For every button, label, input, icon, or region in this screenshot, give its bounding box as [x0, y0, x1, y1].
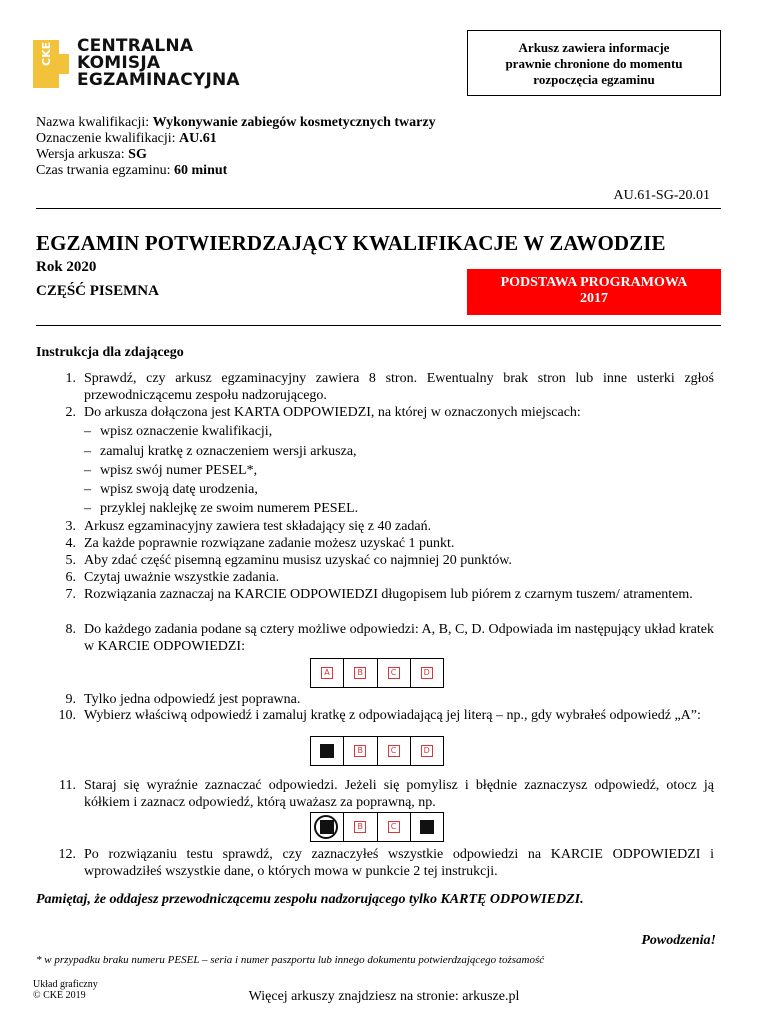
logo-wordmark [77, 38, 240, 89]
item-text: Tylko jedna odpowiedź jest poprawna. [84, 692, 301, 707]
answer-box-b: B [354, 667, 366, 679]
sheet-version-value: SG [128, 147, 147, 162]
logo-line-2: KOMISJA [77, 53, 161, 73]
curriculum-badge-line-1: PODSTAWA PROGRAMOWA [500, 275, 688, 290]
answer-cell-c [378, 659, 411, 687]
qualification-info [36, 115, 436, 179]
layout-credit-line-2: © CKE 2019 [33, 990, 86, 1001]
sub-item-dash: – [84, 482, 91, 497]
qualification-code-value: AU.61 [179, 131, 217, 146]
exam-duration-row [36, 163, 436, 179]
exam-title: EGZAMIN POTWIERDZAJĄCY KWALIFIKACJE W ZAWODZIE [36, 231, 666, 255]
item-number: 7. [65, 587, 76, 602]
qualification-name-label: Nazwa kwalifikacji: [36, 115, 153, 130]
answer-cell-c [378, 737, 411, 765]
answer-cell-b [344, 659, 377, 687]
sub-item [84, 463, 257, 479]
instruction-item [54, 519, 714, 536]
sub-item [84, 424, 272, 440]
answer-cell-d [411, 813, 443, 841]
item-number: 4. [65, 536, 76, 551]
exam-part: CZĘŚĆ PISEMNA [36, 283, 159, 299]
item-text: Arkusz egzaminacyjny zawiera test składający się z 40 zadań. [84, 519, 432, 534]
answer-grid-example-filled [310, 736, 444, 766]
notice-line-2: prawnie chronione do momentu [505, 56, 683, 71]
item-text: Po rozwiązaniu testu sprawdź, czy zaznaczyłeś wszystkie odpowiedzi na KARCIE ODPOWIEDZI i wprowadziłeś wszystkie dane, o których mowa w punkcie 2 tej instrukcji. [84, 847, 714, 879]
instruction-item [54, 847, 714, 880]
answer-box-c: C [388, 667, 400, 679]
layout-credit-line-1: Układ graficzny [33, 979, 98, 990]
item-text: Staraj się wyraźnie zaznaczać odpowiedzi. Jeżeli się pomylisz i błędnie zaznaczysz odpowiedź, otocz ją kółkiem i zaznacz odpowiedź, którą uważasz za poprawną, np. [84, 778, 714, 810]
answer-cell-c [378, 813, 411, 841]
item-number: 2. [65, 405, 76, 420]
qualification-code-label: Oznaczenie kwalifikacji: [36, 131, 180, 146]
item-number: 1. [65, 371, 76, 386]
answer-box-b: B [354, 821, 366, 833]
filled-answer-mark [320, 744, 334, 758]
sub-item-text: zamaluj kratkę z oznaczeniem wersji arkusza, [100, 444, 357, 459]
instructions-heading: Instrukcja dla zdającego [36, 345, 184, 360]
filled-answer-mark [420, 820, 434, 834]
item-number: 10. [58, 708, 76, 723]
curriculum-badge-line-2: 2017 [580, 291, 608, 306]
item-number: 12. [58, 847, 76, 862]
item-text: Sprawdź, czy arkusz egzaminacyjny zawiera 8 stron. Ewentualny brak stron lub inne usterki zgłoś przewodniczącemu zespołu nadzorującego. [84, 371, 714, 403]
filled-answer-mark [320, 820, 334, 834]
instruction-item [54, 622, 714, 655]
pesel-footnote: * w przypadku braku numeru PESEL – seria i numer paszportu lub innego dokumentu potwierdzającego tożsamość [36, 954, 545, 966]
sub-item [84, 482, 258, 498]
instruction-item [54, 553, 714, 570]
qualification-name-row [36, 115, 436, 131]
more-sheets-link[interactable]: Więcej arkuszy znajdziesz na stronie: arkusze.pl [248, 989, 520, 1004]
sub-item-dash: – [84, 501, 91, 516]
instruction-item [54, 692, 714, 709]
item-number: 9. [65, 692, 76, 707]
item-text: Czytaj uważnie wszystkie zadania. [84, 570, 280, 585]
instruction-item [54, 371, 714, 404]
notice-line-3: rozpoczęcia egzaminu [533, 72, 655, 87]
answer-cell-d [411, 737, 443, 765]
answer-box-c: C [388, 745, 400, 757]
logo-line-1: CENTRALNA [77, 36, 194, 56]
instruction-item [54, 708, 714, 725]
sub-item-text: wpisz oznaczenie kwalifikacji, [100, 424, 273, 439]
cke-logo [33, 36, 243, 92]
sheet-version-row [36, 147, 436, 163]
item-number: 3. [65, 519, 76, 534]
item-text: Aby zdać część pisemną egzaminu musisz uzyskać co najmniej 20 punktów. [84, 553, 512, 568]
logo-line-3: EGZAMINACYJNA [77, 70, 240, 90]
answer-grid-example-empty [310, 658, 444, 688]
item-text: Wybierz właściwą odpowiedź i zamaluj kratkę z odpowiadającą jej literą – np., gdy wybrałeś odpowiedź „A”: [84, 708, 701, 723]
sub-item [84, 444, 357, 460]
instruction-item [54, 405, 714, 422]
answer-box-c: C [388, 821, 400, 833]
sub-item-text: wpisz swoją datę urodzenia, [100, 482, 258, 497]
confidential-notice-box [467, 30, 721, 96]
good-luck: Powodzenia! [641, 933, 716, 948]
answer-box-a: A [321, 667, 333, 679]
answer-box-b: B [354, 745, 366, 757]
answer-box-d: D [421, 745, 433, 757]
sub-item-text: wpisz swój numer PESEL*, [100, 463, 258, 478]
item-number: 11. [59, 778, 76, 793]
sub-item-dash: – [84, 424, 91, 439]
logo-mark-text: CKE [40, 41, 53, 66]
answer-cell-d [411, 659, 443, 687]
curriculum-badge [467, 269, 721, 315]
item-number: 5. [65, 553, 76, 568]
instruction-item [54, 778, 714, 811]
sheet-code: AU.61-SG-20.01 [613, 188, 710, 203]
exam-duration-label: Czas trwania egzaminu: [36, 163, 175, 178]
sub-item-dash: – [84, 463, 91, 478]
item-number: 6. [65, 570, 76, 585]
item-text: Za każde poprawnie rozwiązane zadanie możesz uzyskać 1 punkt. [84, 536, 455, 551]
sub-item-text: przyklej naklejkę ze swoim numerem PESEL. [100, 501, 359, 516]
answer-cell-b [344, 813, 377, 841]
item-number: 8. [65, 622, 76, 637]
item-text: Do arkusza dołączona jest KARTA ODPOWIEDZI, na której w oznaczonych miejscach: [84, 405, 581, 420]
answer-cell-a [311, 737, 344, 765]
sheet-version-label: Wersja arkusza: [36, 147, 129, 162]
instruction-item [54, 587, 714, 604]
item-text: Do każdego zadania podane są cztery możliwe odpowiedzi: A, B, C, D. Odpowiada im następujący układ kratek w KARCIE ODPOWIEDZI: [84, 622, 714, 654]
instruction-item [54, 570, 714, 587]
qualification-name-value: Wykonywanie zabiegów kosmetycznych twarzy [152, 115, 436, 130]
answer-cell-b [344, 737, 377, 765]
answer-grid-example-corrected [310, 812, 444, 842]
qualification-code-row [36, 131, 436, 147]
sub-item-dash: – [84, 444, 91, 459]
exam-year: Rok 2020 [36, 259, 97, 275]
item-text: Rozwiązania zaznaczaj na KARCIE ODPOWIEDZI długopisem lub piórem z czarnym tuszem/ atramentem. [84, 587, 693, 602]
reminder-note: Pamiętaj, że oddajesz przewodniczącemu zespołu nadzorującego tylko KARTĘ ODPOWIEDZI. [36, 892, 584, 907]
cke-logo-mark [33, 40, 69, 88]
answer-cell-a [311, 813, 344, 841]
sub-item [84, 501, 358, 517]
exam-duration-value: 60 minut [174, 163, 228, 178]
answer-box-d: D [421, 667, 433, 679]
notice-line-1: Arkusz zawiera informacje [518, 40, 670, 55]
answer-cell-a [311, 659, 344, 687]
divider-middle [36, 325, 721, 326]
divider-top [36, 208, 721, 209]
instruction-item [54, 536, 714, 553]
